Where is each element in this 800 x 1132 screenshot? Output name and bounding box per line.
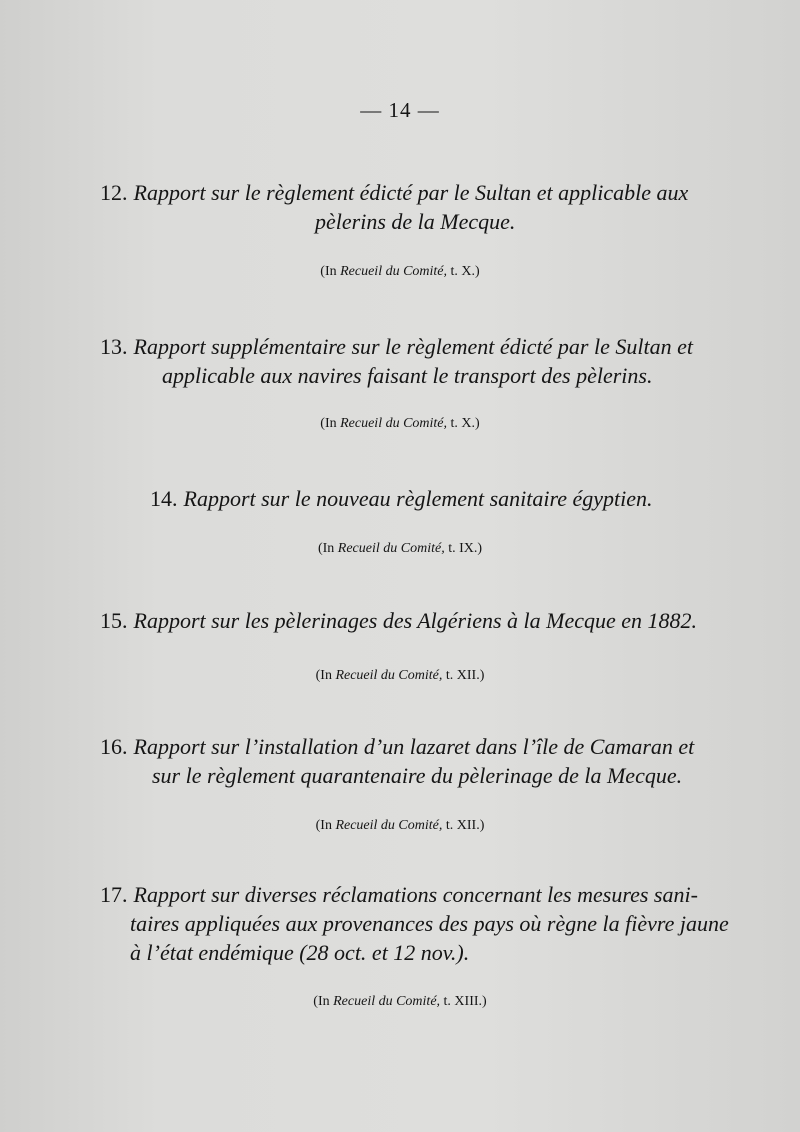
entry-number: 13. [100,334,128,359]
entry-number: 16. [100,734,128,759]
entry-number: 14. [150,486,178,511]
entry-line: 15. Rapport sur les pèlerinages des Algériens à la Mecque en 1882. [100,608,698,633]
entry-line: à l’état endémique (28 oct. et 12 nov.). [130,940,470,965]
entry-line: 16. Rapport sur l’installation d’un lazaret dans l’île de Camaran et [100,734,695,759]
entry-16 [100,732,750,790]
citation: (In Recueil du Comité, t. IX.) [317,541,483,556]
entry-number: 15. [100,608,128,633]
entry-14 [150,484,800,513]
entry-line: taires appliquées aux provenances des pays où règne la fièvre jaune [130,911,729,936]
entry-15 [100,606,750,635]
citation: (In Recueil du Comité, t. XIII.) [313,994,487,1009]
citation: (In Recueil du Comité, t. X.) [320,264,480,279]
entry-line: 14. Rapport sur le nouveau règlement sanitaire égyptien. [150,486,653,511]
citation: (In Recueil du Comité, t. XII.) [315,818,485,833]
entry-17 [100,880,750,967]
entry-line: 12. Rapport sur le règlement édicté par le Sultan et applicable aux [100,180,689,205]
entry-line: 13. Rapport supplémentaire sur le règlement édicté par le Sultan et [100,334,693,359]
citation: (In Recueil du Comité, t. XII.) [315,668,485,683]
page-number: — 14 — [360,98,440,122]
entry-number: 12. [100,180,128,205]
entry-number: 17. [100,882,128,907]
entry-13 [100,332,750,390]
entry-line: pèlerins de la Mecque. [315,209,516,234]
entry-line: sur le règlement quarantenaire du pèlerinage de la Mecque. [152,763,683,788]
entry-line: applicable aux navires faisant le transport des pèlerins. [162,363,653,388]
citation: (In Recueil du Comité, t. X.) [320,416,480,431]
entry-line: 17. Rapport sur diverses réclamations concernant les mesures sani- [100,882,698,907]
entry-12 [100,178,750,236]
